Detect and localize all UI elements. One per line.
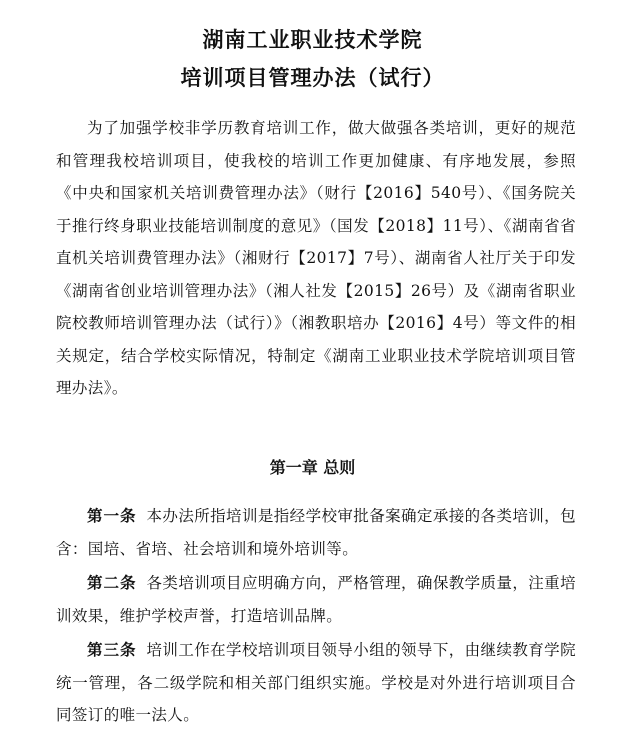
document-title-line2: 培训项目管理办法（试行） — [180, 66, 445, 90]
article-3-text: 培训工作在学校培训项目领导小组的领导下，由继续教育学院统一管理，各二级学院和相关部门组织实施。学校是对外进行培训项目合同签订的唯一法人。 — [56, 641, 576, 724]
article-2 — [56, 567, 576, 632]
article-1 — [56, 500, 576, 565]
article-1-label: 第一条 — [87, 507, 137, 525]
article-1-text: 本办法所指培训是指经学校审批备案确定承接的各类培训，包含：国培、省培、社会培训和境外培训等。 — [56, 507, 576, 558]
article-2-label: 第二条 — [87, 574, 137, 592]
document-title-line1: 湖南工业职业技术学院 — [202, 28, 423, 52]
article-2-text: 各类培训项目应明确方向，严格管理，确保教学质量，注重培训效果，维护学校声誉，打造培训品牌。 — [56, 574, 576, 625]
article-3-label: 第三条 — [87, 641, 137, 659]
article-3 — [56, 634, 576, 732]
chapter-heading: 第一章 总则 — [269, 458, 356, 477]
intro-paragraph: 为了加强学校非学历教育培训工作，做大做强各类培训，更好的规范和管理我校培训项目，使我校的培训工作更加健康、有序地发展，参照《中央和国家机关培训费管理办法》（财行【2016】540号）、《国务院关于推行终身职业技能培训制度的意见》（国发【2018】11号）、《湖南省省直机关培训费管理办法》（湘财行【2017】7号）、湖南省人社厅关于印发《湖南省创业培训管理办法》（湘人社发【2015】26号）及《湖南省职业院校教师培训管理办法（试行）》（湘教职培办【2016】4号）等文件的相关规定，结合学校实际情况，特制定《湖南工业职业技术学院培训项目管理办法》。 — [56, 119, 576, 397]
